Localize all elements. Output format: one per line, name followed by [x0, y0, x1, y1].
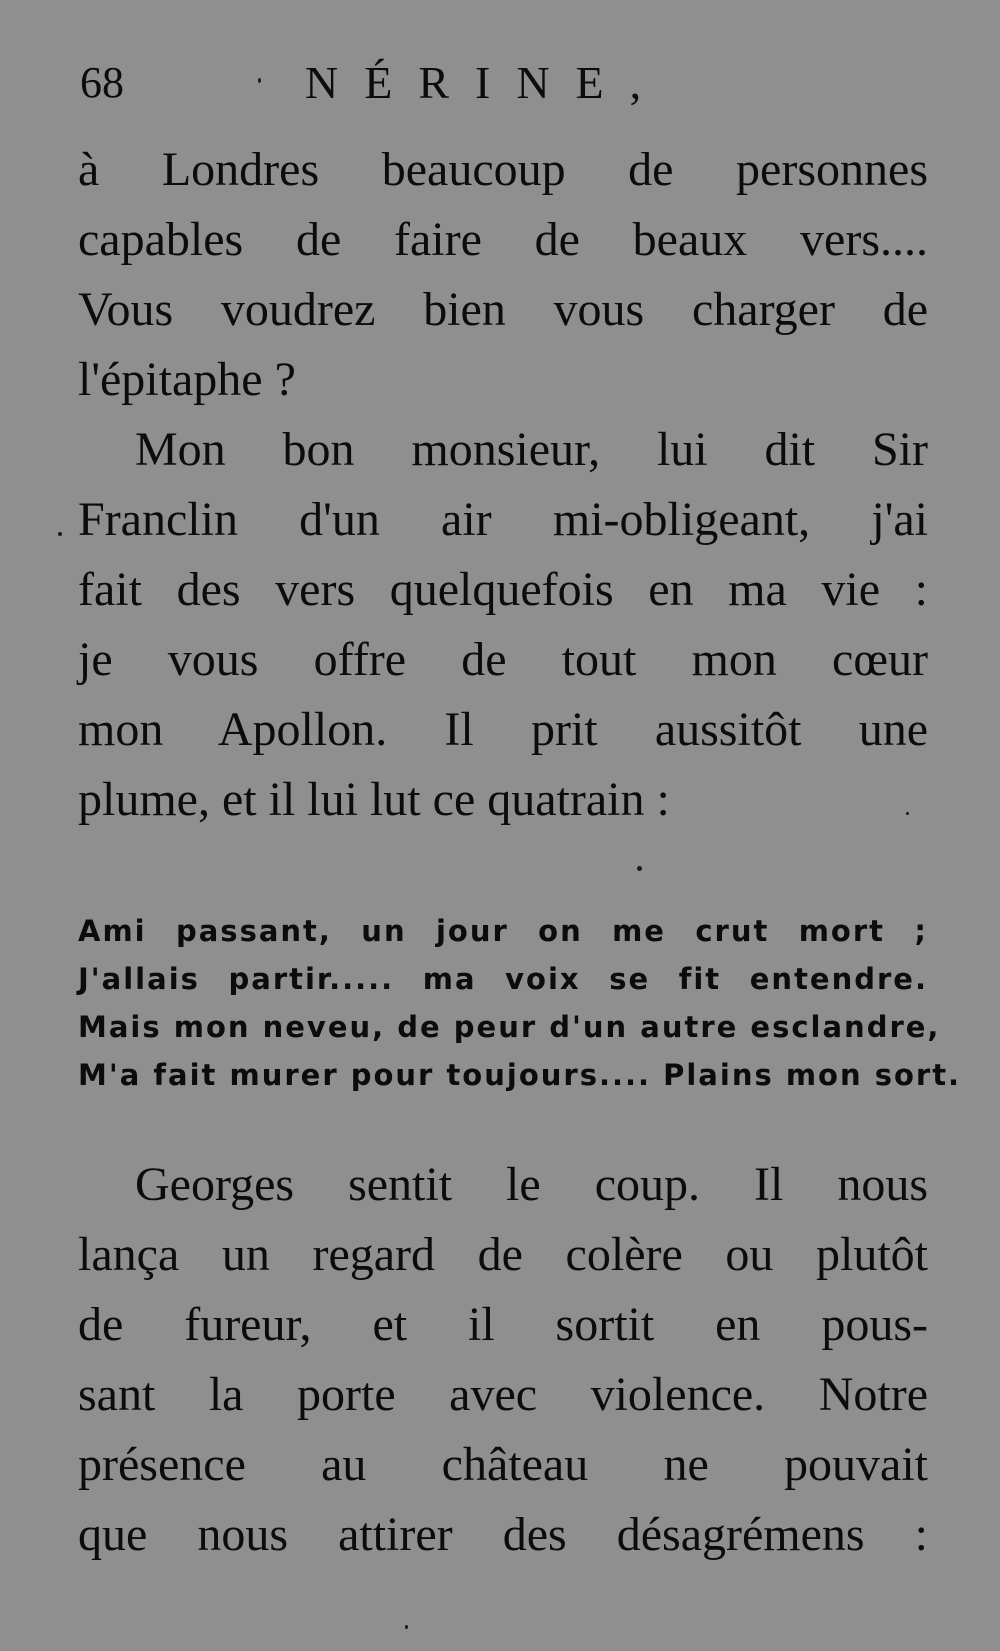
text-line: sant la porte avec violence. Notre	[78, 1368, 928, 1421]
page-header	[80, 48, 730, 118]
poem-line: Ami passant, un jour on me crut mort ;	[78, 914, 928, 948]
text-line: mon Apollon. Il prit aussitôt une	[78, 703, 928, 756]
text-line: à Londres beaucoup de personnes	[78, 143, 928, 196]
text-line: plume, et il lui lut ce quatrain :	[78, 773, 670, 826]
print-speck	[58, 532, 62, 536]
poem-line: Mais mon neveu, de peur d'un autre esclandre,	[78, 1010, 941, 1044]
text-line: je vous offre de tout mon cœur	[78, 633, 928, 686]
text-line: fait des vers quelquefois en ma vie :	[78, 563, 928, 616]
text-line: présence au château ne pouvait	[78, 1438, 928, 1491]
poem-line: M'a fait murer pour toujours.... Plains mon sort.	[78, 1058, 962, 1092]
text-line: capables de faire de beaux vers....	[78, 213, 928, 266]
text-line: Vous voudrez bien vous charger de	[78, 283, 928, 336]
text-line: Franclin d'un air mi-obligeant, j'ai	[78, 493, 928, 546]
page-number: 68	[80, 58, 124, 107]
print-speck	[637, 866, 642, 871]
paragraph-start-line: Georges sentit le coup. Il nous	[135, 1158, 928, 1211]
print-speck	[405, 1625, 408, 1629]
text-line: lança un regard de colère ou plutôt	[78, 1228, 928, 1281]
print-speck	[906, 812, 909, 815]
print-speck	[258, 78, 261, 83]
text-line: de fureur, et il sortit en pous-	[78, 1298, 928, 1351]
paragraph-start-line: Mon bon monsieur, lui dit Sir	[135, 423, 928, 476]
text-line: l'épitaphe ?	[78, 353, 296, 406]
running-title: NÉRINE,	[305, 57, 668, 108]
text-line: que nous attirer des désagrémens :	[78, 1508, 928, 1561]
poem-line: J'allais partir..... ma voix se fit entendre.	[78, 962, 928, 996]
